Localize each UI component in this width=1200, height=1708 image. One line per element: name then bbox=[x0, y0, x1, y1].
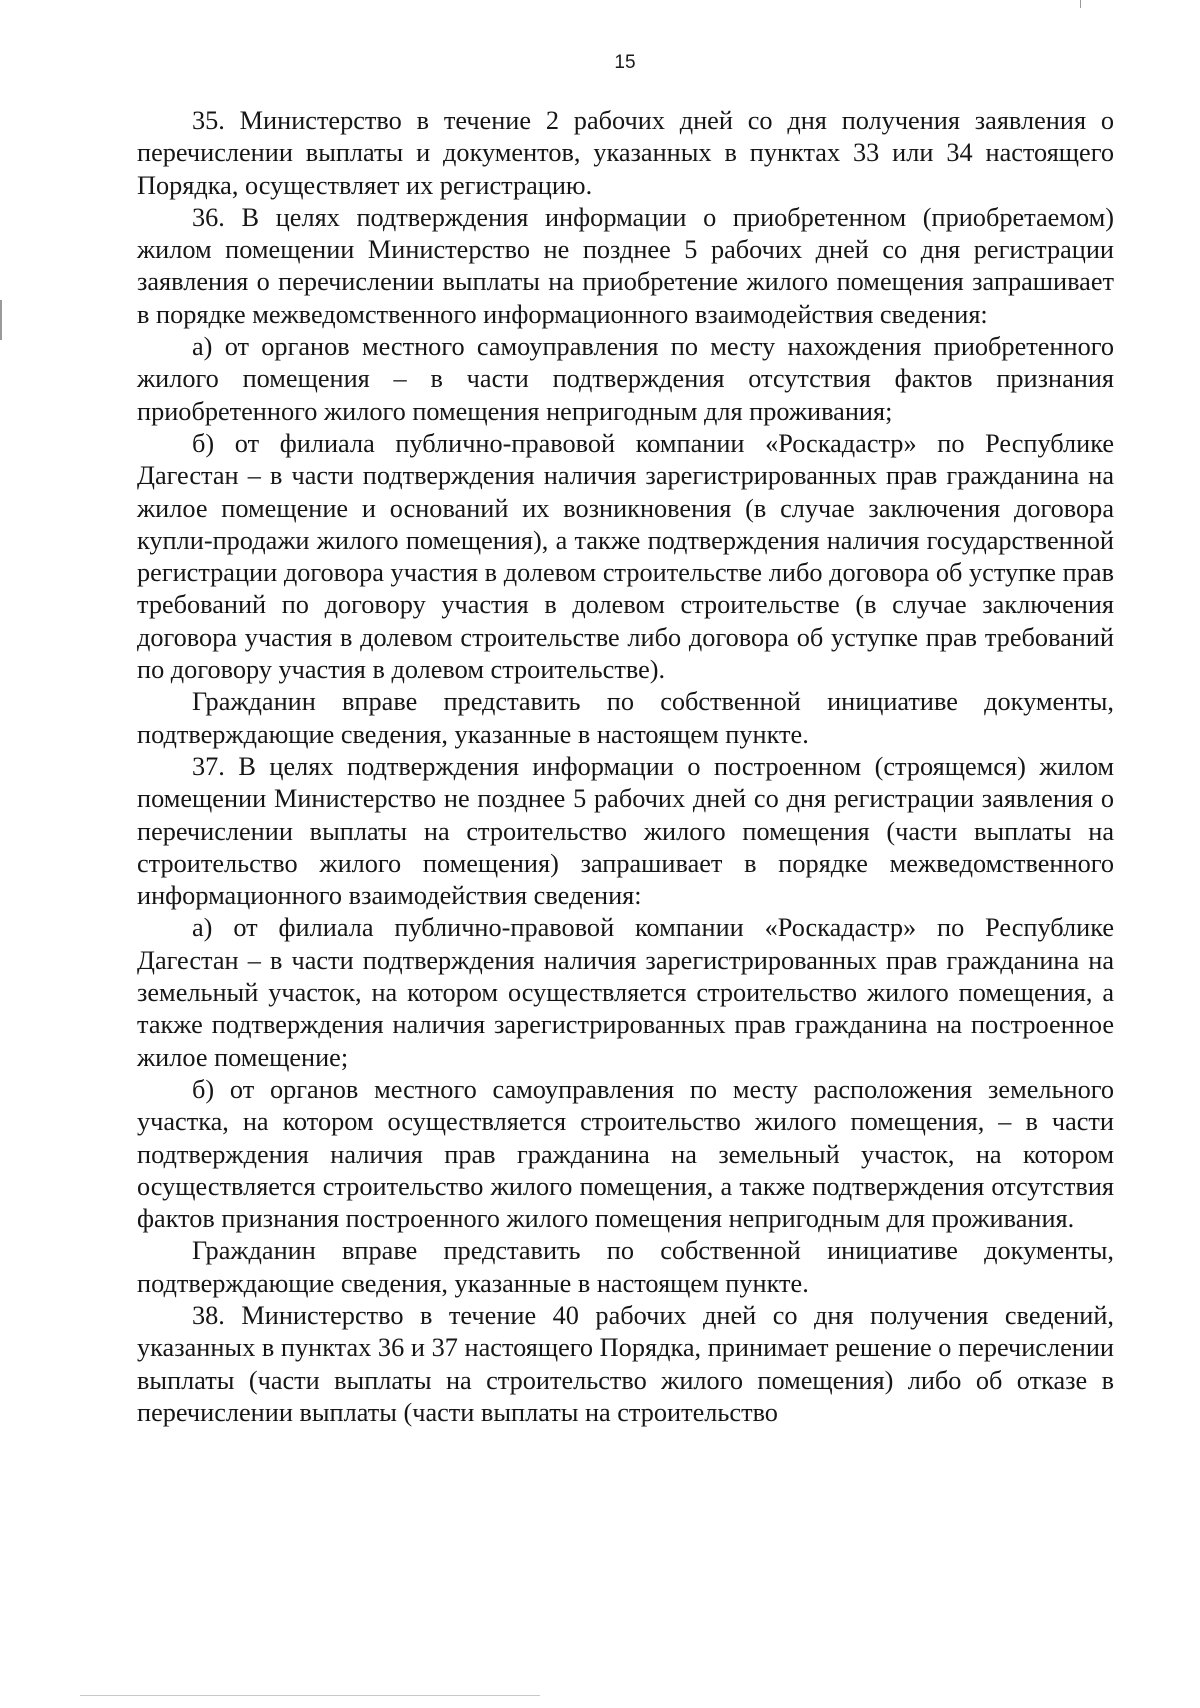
paragraph-35: 35. Министерство в течение 2 рабочих дней со дня получения заявления о перечислении выплаты и документов, указанных в пунктах 33 или 34 настоящего Порядка, осуществляет их регистрацию. bbox=[137, 106, 1114, 200]
paragraph-36-a: а) от органов местного самоуправления по месту нахождения приобретенного жилого помещения – в части подтверждения отсутствия фактов признания приобретенного жилого помещения непригодным для проживания; bbox=[137, 332, 1114, 426]
paragraph-37: 37. В целях подтверждения информации о построенном (строящемся) жилом помещении Министерство не позднее 5 рабочих дней со дня регистрации заявления о перечислении выплаты на строительство жилого помещения (части выплаты на строительство жилого помещения) запрашивает в порядке межведомственного информационного взаимодействия сведения: bbox=[137, 751, 1114, 911]
scan-artifact bbox=[80, 1695, 540, 1696]
scan-artifact bbox=[0, 300, 2, 340]
paragraph-37-a: а) от филиала публично-правовой компании «Роскадастр» по Республике Дагестан – в части подтверждения наличия зарегистрированных прав гражданина на земельный участок, на котором осуществляется строительство жилого помещения, а также подтверждения наличия зарегистрированных прав гражданина на построенное жилое помещение; bbox=[137, 913, 1114, 1072]
paragraph-36-b: б) от филиала публично-правовой компании «Роскадастр» по Республике Дагестан – в части подтверждения наличия зарегистрированных прав гражданина на жилое помещение и оснований их возникновения (в случае заключения договора купли-продажи жилого помещения), а также подтверждения наличия государственной регистрации договора участия в долевом строительстве либо договора об уступке прав требований по договору участия в долевом строительстве (в случае заключения договора участия в долевом строительстве либо договора об уступке прав требований по договору участия в долевом строительстве). bbox=[137, 428, 1114, 685]
paragraph-38: 38. Министерство в течение 40 рабочих дней со дня получения сведений, указанных в пунктах 36 и 37 настоящего Порядка, принимает решение о перечислении выплаты (части выплаты на строительство жилого помещения) либо об отказе в перечислении выплаты (части выплаты на строительство bbox=[137, 1300, 1114, 1427]
paragraph-36: 36. В целях подтверждения информации о приобретенном (приобретаемом) жилом помещении Министерство не позднее 5 рабочих дней со дня регистрации заявления о перечислении выплаты на приобретение жилого помещения запрашивает в порядке межведомственного информационного взаимодействия сведения: bbox=[137, 202, 1114, 329]
paragraph-37-note: Гражданин вправе представить по собственной инициативе документы, подтверждающие сведения, указанные в настоящем пункте. bbox=[137, 1236, 1114, 1298]
document-body bbox=[137, 105, 1114, 1429]
paragraph-36-note: Гражданин вправе представить по собственной инициативе документы, подтверждающие сведения, указанные в настоящем пункте. bbox=[137, 687, 1114, 749]
page-number: 15 bbox=[614, 52, 636, 73]
paragraph-37-b: б) от органов местного самоуправления по месту расположения земельного участка, на котором осуществляется строительство жилого помещения, – в части подтверждения наличия прав гражданина на земельный участок, на котором осуществляется строительство жилого помещения, а также подтверждения отсутствия фактов признания построенного жилого помещения непригодным для проживания. bbox=[137, 1074, 1114, 1234]
scan-artifact bbox=[1080, 0, 1081, 8]
